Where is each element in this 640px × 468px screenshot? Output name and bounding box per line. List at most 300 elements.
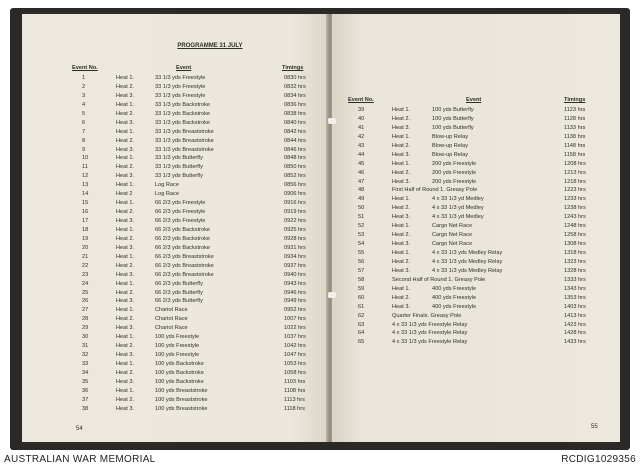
event-number: 7	[82, 128, 86, 135]
event-timing: 1118 hrs	[284, 405, 305, 412]
event-number: 3	[82, 92, 86, 99]
event-timing: 1047 hrs	[284, 352, 306, 359]
event-description: 66 2/3 yds Freestyle	[155, 218, 206, 224]
event-timing: 1343 hrs	[564, 285, 586, 292]
table-row	[60, 226, 322, 235]
event-heat: Heat 1.	[116, 226, 135, 233]
event-timing: 0928 hrs	[284, 235, 306, 242]
event-number: 37	[82, 396, 89, 403]
event-heat: Heat 2.	[392, 142, 411, 149]
event-heat: Heat 1.	[392, 285, 411, 292]
event-timing: 1007 hrs	[284, 316, 306, 323]
event-heat: Heat 2.	[116, 396, 135, 403]
event-number: 2	[82, 83, 86, 90]
event-description: 66 2/3 yds Breaststroke	[155, 253, 214, 260]
event-heat: Heat 1.	[392, 196, 411, 203]
event-timing: 0850 hrs	[284, 164, 306, 171]
footer-credit: AUSTRALIAN WAR MEMORIAL	[4, 454, 156, 465]
event-timing: 1042 hrs	[284, 343, 306, 350]
event-number: 24	[82, 280, 89, 287]
table-row	[60, 146, 322, 155]
table-row	[348, 195, 596, 204]
table-row	[60, 154, 322, 163]
event-timing: 0906 hrs	[284, 191, 306, 198]
event-number: 5	[82, 110, 86, 117]
event-timing: 1423 hrs	[564, 321, 586, 328]
event-timing: 0852 hrs	[284, 173, 306, 180]
event-number: 44	[358, 151, 365, 158]
event-timing: 1208 hrs	[564, 160, 586, 167]
event-timing: 1403 hrs	[564, 303, 586, 310]
table-row	[348, 169, 596, 178]
event-number: 18	[82, 226, 89, 233]
table-row	[348, 133, 596, 142]
event-description: 33 1/3 yds Freestyle	[155, 92, 206, 99]
event-description: 33 1/3 yds Butterfly	[155, 173, 203, 180]
table-row	[60, 405, 322, 414]
event-description: Chariot Race	[155, 307, 188, 314]
table-row	[348, 258, 596, 267]
event-description: 400 yds Freestyle	[432, 285, 477, 292]
event-number: 54	[358, 241, 365, 248]
event-number: 9	[82, 146, 86, 153]
table-row	[60, 101, 322, 110]
event-timing: 1148 hrs	[564, 142, 586, 149]
event-number: 53	[358, 232, 365, 239]
event-heat: Heat 2.	[116, 262, 135, 269]
event-description: 33 1/3 yds Breaststroke	[155, 137, 214, 144]
header-event: Event	[176, 65, 192, 71]
table-row	[348, 124, 596, 133]
event-description: Blow-up Relay	[432, 151, 469, 158]
table-row	[348, 338, 596, 347]
event-heat: Heat 3.	[392, 214, 411, 221]
event-timing: 0952 hrs	[284, 307, 306, 314]
event-description: 200 yds Freestyle	[432, 160, 477, 167]
event-number: 19	[82, 235, 89, 242]
event-timing: 0844 hrs	[284, 137, 306, 144]
event-heat: Heat 3.	[116, 218, 135, 224]
event-number: 11	[82, 164, 88, 171]
binding-staple	[328, 118, 336, 124]
event-heat: First Half of Round 1. Greasy Pole	[392, 187, 478, 194]
event-number: 13	[82, 182, 89, 189]
table-row	[348, 142, 596, 151]
event-timing: 1258 hrs	[564, 232, 586, 239]
event-number: 56	[358, 258, 365, 265]
footer	[0, 452, 640, 468]
table-row	[348, 312, 596, 321]
event-description: 66 2/3 yds Breaststroke	[155, 262, 214, 269]
event-description: 200 yds Freestyle	[432, 178, 477, 185]
event-number: 28	[82, 316, 89, 323]
event-timing: 1433 hrs	[564, 339, 586, 346]
event-number: 31	[82, 343, 89, 350]
event-description: 100 yds Breaststroke	[155, 387, 208, 394]
header-event: Event	[466, 97, 482, 103]
event-description: Cargo Net Race	[432, 232, 473, 239]
event-description: 33 1/3 yds Freestyle	[155, 75, 206, 81]
event-timing: 1158 hrs	[564, 151, 586, 158]
event-heat: Heat 3.	[116, 378, 135, 385]
table-row	[348, 231, 596, 240]
event-timing: 1323 hrs	[564, 258, 586, 265]
event-number: 41	[358, 124, 365, 131]
event-heat: Heat 3.	[116, 92, 135, 99]
event-number: 64	[358, 330, 365, 337]
left-rows	[60, 74, 322, 414]
event-heat: Heat 2.	[116, 289, 135, 296]
event-timing: 1328 hrs	[564, 267, 586, 274]
event-timing: 0840 hrs	[284, 119, 306, 126]
table-row	[348, 321, 596, 330]
table-row	[60, 360, 322, 369]
event-description: 100 yds Backstroke	[155, 378, 204, 385]
page-number-right: 55	[591, 424, 598, 430]
event-timing: 1108 hrs	[284, 387, 306, 394]
event-description: Log Race	[155, 191, 179, 198]
event-heat: Heat 3.	[116, 244, 135, 251]
table-row	[60, 217, 322, 226]
event-number: 1	[82, 75, 86, 81]
event-timing: 1037 hrs	[284, 334, 306, 341]
table-row	[60, 137, 322, 146]
event-number: 21	[82, 253, 89, 260]
table-row	[60, 181, 322, 190]
event-timing: 0856 hrs	[284, 182, 306, 189]
event-timing: 1213 hrs	[564, 169, 586, 176]
table-row	[348, 178, 596, 187]
table-row	[348, 276, 596, 285]
table-row	[60, 244, 322, 253]
event-heat: Heat 2.	[116, 164, 135, 171]
event-heat: Quarter Finals. Greasy Pole	[392, 312, 462, 319]
event-number: 40	[358, 115, 365, 122]
table-row	[60, 369, 322, 378]
event-heat: Heat 1.	[116, 128, 135, 135]
event-number: 60	[358, 294, 365, 301]
event-description: 33 1/3 yds Freestyle	[155, 83, 206, 90]
event-number: 48	[358, 187, 365, 194]
event-heat: Heat 2.	[116, 83, 135, 90]
event-description: 100 yds Freestyle	[155, 352, 200, 359]
event-number: 17	[82, 218, 89, 224]
event-heat: Heat 2.	[116, 137, 135, 144]
event-number: 46	[358, 169, 365, 176]
event-heat: Heat 2.	[116, 209, 135, 216]
event-timing: 0846 hrs	[284, 146, 306, 153]
table-row	[60, 271, 322, 280]
table-row	[60, 110, 322, 119]
event-number: 22	[82, 262, 89, 269]
event-heat: Heat 2.	[392, 115, 411, 122]
event-heat: Heat 1.	[116, 361, 135, 367]
event-number: 12	[82, 173, 89, 180]
event-heat: Heat 3.	[116, 173, 135, 180]
event-heat: Heat 1.	[116, 280, 135, 287]
event-heat: Heat 2.	[392, 294, 411, 301]
event-heat: Heat 3.	[392, 151, 411, 158]
event-description: 66 2/3 yds Freestyle	[155, 200, 206, 207]
event-heat: Heat 1.	[116, 200, 135, 207]
event-description: Blow-up Relay	[432, 133, 469, 140]
event-description: 4 x 33 1/3 yds Medley Relay	[432, 258, 503, 265]
event-description: Blow-up Relay	[432, 142, 469, 149]
table-row	[60, 119, 322, 128]
event-number: 4	[82, 101, 86, 108]
footer-record-id: RCDIG1029356	[561, 454, 636, 465]
event-heat: Heat 2.	[116, 235, 135, 242]
event-description: 33 1/3 yds Breaststroke	[155, 128, 214, 135]
table-row	[348, 267, 596, 276]
event-description: Log Race	[155, 182, 179, 189]
header-timings: Timings	[564, 97, 586, 103]
event-timing: 0842 hrs	[284, 128, 306, 135]
event-timing: 0838 hrs	[284, 110, 306, 117]
event-timing: 0934 hrs	[284, 253, 306, 260]
event-number: 63	[358, 321, 365, 328]
event-heat: Heat 3.	[116, 119, 135, 126]
table-row	[348, 249, 596, 258]
event-timing: 1138 hrs	[564, 133, 586, 140]
event-description: 4 x 33 1/3 yds Medley Relay	[432, 250, 503, 256]
event-heat: Heat 1.	[116, 101, 135, 108]
event-description: 100 yds Freestyle	[155, 343, 200, 350]
event-number: 51	[358, 214, 365, 221]
table-row	[60, 315, 322, 324]
event-number: 30	[82, 334, 89, 341]
right-event-table	[348, 96, 596, 347]
header-event-no: Event No.	[348, 97, 374, 103]
event-number: 20	[82, 244, 89, 251]
table-row	[60, 235, 322, 244]
event-number: 25	[82, 289, 89, 296]
event-description: 33 1/3 yds Backstroke	[155, 119, 211, 126]
event-timing: 0937 hrs	[284, 262, 306, 269]
event-timing: 1133 hrs	[564, 124, 586, 131]
table-row	[348, 285, 596, 294]
event-timing: 0836 hrs	[284, 101, 306, 108]
event-heat: Heat 2.	[116, 316, 135, 323]
page-number-left: 54	[76, 426, 83, 432]
table-row	[60, 297, 322, 306]
event-heat: Heat 1.	[392, 223, 411, 230]
event-heat: Heat 3.	[392, 241, 411, 248]
table-row	[60, 324, 322, 333]
event-description: 66 2/3 yds Butterfly	[155, 280, 203, 287]
event-heat: Heat 3.	[116, 298, 135, 305]
table-row	[348, 186, 596, 195]
table-row	[60, 342, 322, 351]
event-number: 8	[82, 137, 86, 144]
event-number: 61	[358, 303, 365, 310]
event-timing: 1053 hrs	[284, 361, 306, 367]
event-number: 10	[82, 155, 89, 162]
event-timing: 0943 hrs	[284, 280, 306, 287]
event-timing: 1333 hrs	[564, 276, 586, 283]
event-timing: 1318 hrs	[564, 250, 586, 256]
event-number: 42	[358, 133, 365, 140]
event-description: 100 yds Breaststroke	[155, 405, 208, 412]
event-timing: 1058 hrs	[284, 369, 306, 376]
table-row	[60, 280, 322, 289]
event-timing: 0832 hrs	[284, 83, 306, 90]
event-number: 49	[358, 196, 365, 203]
event-number: 32	[82, 352, 89, 359]
table-row	[348, 151, 596, 160]
event-description: 100 yds Butterfly	[432, 124, 474, 131]
table-row	[60, 83, 322, 92]
event-heat: Heat 2.	[116, 343, 135, 350]
left-event-table	[60, 64, 322, 414]
event-description: 100 yds Breaststroke	[155, 396, 208, 403]
event-description: 66 2/3 yds Butterfly	[155, 298, 203, 305]
event-heat: Heat 2.	[392, 232, 411, 239]
event-number: 45	[358, 160, 365, 167]
event-timing: 0834 hrs	[284, 92, 306, 99]
event-heat: Heat 3.	[392, 303, 411, 310]
event-heat: Heat 3.	[392, 267, 411, 274]
event-timing: 1128 hrs	[564, 115, 586, 122]
event-timing: 1223 hrs	[564, 187, 586, 194]
event-number: 33	[82, 361, 89, 367]
event-number: 34	[82, 369, 89, 376]
event-description: 100 yds Backstroke	[155, 369, 204, 376]
table-row	[60, 387, 322, 396]
event-heat: Heat 3.	[392, 178, 411, 185]
event-description: 400 yds Freestyle	[432, 303, 477, 310]
event-description: Chariot Race	[155, 316, 188, 323]
event-description: 4 x 33 1/3 yds Medley Relay	[432, 267, 503, 274]
event-timing: 0940 hrs	[284, 271, 306, 278]
event-number: 29	[82, 325, 89, 332]
event-timing: 1308 hrs	[564, 241, 586, 248]
event-timing: 1243 hrs	[564, 214, 586, 221]
table-row	[60, 333, 322, 342]
table-row	[348, 294, 596, 303]
event-description: 66 2/3 yds Backstroke	[155, 244, 211, 251]
event-number: 59	[358, 285, 365, 292]
table-row	[60, 289, 322, 298]
event-description: 66 2/3 yds Backstroke	[155, 235, 211, 242]
table-row	[348, 329, 596, 338]
event-number: 15	[82, 200, 89, 207]
event-heat: Heat 3.	[116, 325, 135, 332]
event-description: 100 yds Backstroke	[155, 361, 204, 367]
table-row	[348, 303, 596, 312]
event-description: 33 1/3 yds Breaststroke	[155, 146, 214, 153]
event-number: 52	[358, 223, 365, 230]
table-row	[60, 163, 322, 172]
table-row	[348, 240, 596, 249]
event-timing: 1123 hrs	[564, 107, 586, 113]
binding-staple	[328, 292, 336, 298]
event-description: 66 2/3 yds Freestyle	[155, 209, 206, 216]
event-timing: 1233 hrs	[564, 196, 586, 203]
event-description: 33 1/3 yds Backstroke	[155, 110, 211, 117]
event-heat: Heat 3.	[116, 271, 135, 278]
event-number: 50	[358, 205, 365, 212]
event-heat: Heat 1.	[116, 75, 135, 81]
table-row	[348, 160, 596, 169]
event-heat: Heat 1.	[116, 387, 135, 394]
event-number: 57	[358, 267, 365, 274]
event-timing: 0916 hrs	[284, 200, 306, 207]
event-description: 66 2/3 yds Breaststroke	[155, 271, 214, 278]
table-row	[348, 115, 596, 124]
event-heat: Heat 1.	[116, 334, 135, 341]
event-description: 4 x 33 1/3 yd Medley	[432, 214, 484, 221]
event-timing: 1413 hrs	[564, 312, 586, 319]
event-timing: 1103 hrs	[284, 378, 306, 385]
event-heat: Second Half of Round 1. Greasy Pole	[392, 276, 486, 283]
header-timings: Timings	[282, 65, 304, 71]
event-heat: Heat 3.	[392, 124, 411, 131]
event-heat: 4 x 33 1/3 yds Freestyle Relay	[392, 339, 468, 346]
table-row	[348, 106, 596, 115]
event-timing: 1248 hrs	[564, 223, 586, 230]
table-row	[60, 128, 322, 137]
event-number: 55	[358, 250, 365, 256]
event-timing: 0919 hrs	[284, 209, 306, 216]
event-number: 43	[358, 142, 365, 149]
event-heat: 4 x 33 1/3 yds Freestyle Relay	[392, 330, 468, 337]
event-description: 33 1/3 yds Butterfly	[155, 164, 203, 171]
table-header	[348, 96, 596, 106]
programme-title: PROGRAMME 31 JULY	[177, 43, 243, 49]
table-row	[60, 92, 322, 101]
event-number: 39	[358, 107, 365, 113]
event-number: 6	[82, 119, 86, 126]
event-heat: Heat 2	[116, 191, 133, 198]
event-heat: Heat 2.	[116, 110, 135, 117]
table-row	[60, 253, 322, 262]
event-timing: 0922 hrs	[284, 218, 306, 224]
event-heat: Heat 1.	[392, 133, 411, 140]
event-number: 14	[82, 191, 89, 198]
event-heat: Heat 1.	[116, 155, 135, 162]
table-row	[60, 172, 322, 181]
event-timing: 1238 hrs	[564, 205, 586, 212]
event-description: 4 x 33 1/3 yd Medley	[432, 196, 484, 203]
right-rows	[348, 106, 596, 347]
event-description: Cargo Net Race	[432, 223, 473, 230]
event-number: 65	[358, 339, 365, 346]
event-heat: Heat 2.	[392, 258, 411, 265]
event-timing: 1022 hrs	[284, 325, 306, 332]
table-row	[60, 396, 322, 405]
event-heat: Heat 2.	[392, 205, 411, 212]
event-heat: Heat 2.	[392, 169, 411, 176]
event-number: 58	[358, 276, 365, 283]
event-timing: 0830 hrs	[284, 75, 306, 81]
event-heat: Heat 1.	[116, 307, 135, 314]
table-row	[60, 306, 322, 315]
event-number: 62	[358, 312, 365, 319]
event-timing: 1428 hrs	[564, 330, 586, 337]
event-timing: 1113 hrs	[284, 396, 305, 403]
event-heat: Heat 3.	[116, 352, 135, 359]
table-header	[60, 64, 322, 74]
event-number: 35	[82, 378, 89, 385]
event-description: 100 yds Butterfly	[432, 115, 474, 122]
table-row	[348, 222, 596, 231]
event-number: 23	[82, 271, 89, 278]
event-heat: 4 x 33 1/3 yds Freestyle Relay	[392, 321, 468, 328]
event-number: 36	[82, 387, 89, 394]
event-description: 200 yds Freestyle	[432, 169, 477, 176]
event-description: Cargo Net Race	[432, 241, 473, 248]
